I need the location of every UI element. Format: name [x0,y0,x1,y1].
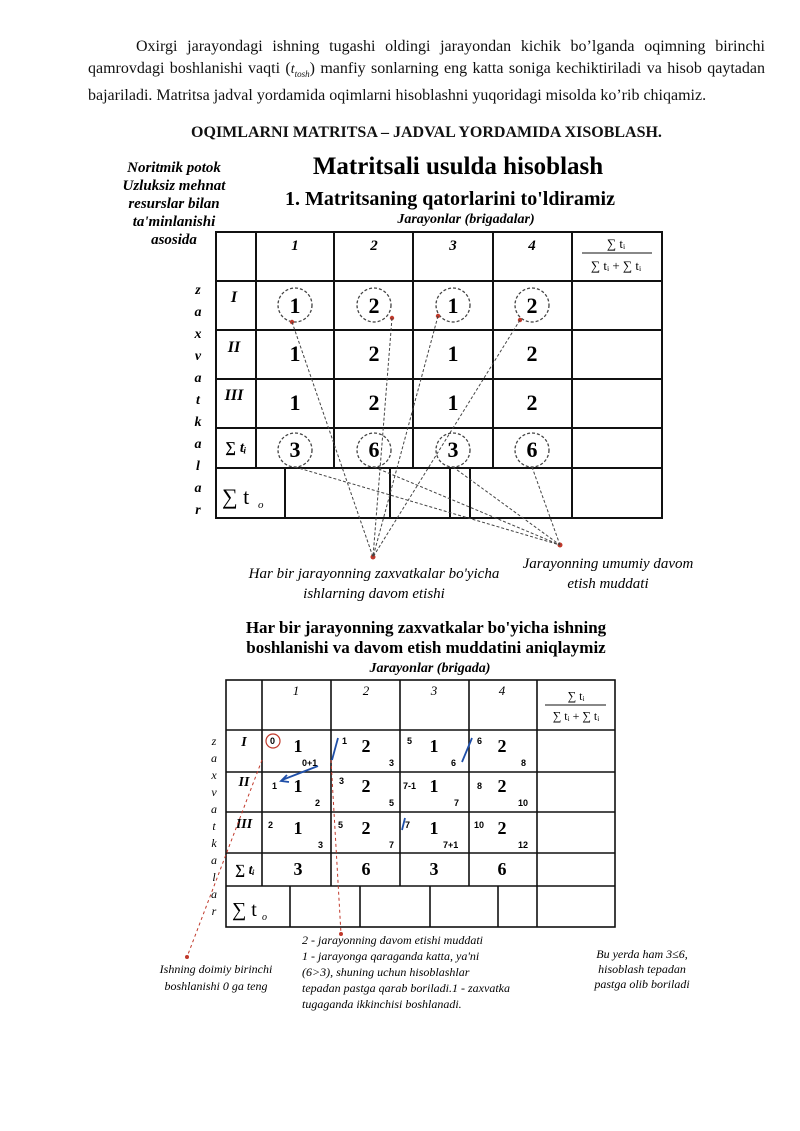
fig1-side-note [123,160,227,248]
vertical-letter: x [211,768,217,782]
cell-value: 2 [361,776,371,796]
cell-value: 1 [447,341,459,366]
fig2-ratio [545,689,606,723]
note-bottom-left-line: Ishning doimiy birinchi [159,962,273,976]
end-value: 5 [389,798,395,808]
vertical-letter: a [194,371,202,386]
end-value: 3 [389,758,395,768]
note-bottom-right-line: pastga olib boriladi [594,977,690,991]
col-number: 1 [291,238,299,254]
start-value: 3 [339,776,345,786]
note-bottom-mid-line: tepadan pastga qarab boriladi.1 - zaxvatka [302,981,510,995]
sum-to-subscript: o [258,499,264,511]
note-right-line: etish muddati [567,576,649,592]
col-number: 4 [498,683,506,698]
cell-value: 1 [429,776,439,796]
cell-value: 1 [289,293,301,318]
side-note-line: resurslar bilan [128,196,220,212]
vertical-letter: z [211,734,217,748]
cell-value: 2 [361,736,371,756]
sum-value: 3 [289,437,301,462]
cell-value: 2 [497,736,507,756]
note-bottom-mid-line: tugaganda ikkinchisi boshlanadi. [302,997,462,1011]
cell-value: 1 [429,736,439,756]
sum-to-symbol: ∑ t [222,484,250,509]
figure-2 [159,618,690,1011]
cell-value: 2 [526,390,538,415]
note-right-line: Jarayonning umumiy davom [522,556,694,572]
sum-ti-label: ∑ tᵢ [235,863,255,878]
sum-value: 6 [361,859,371,879]
end-value: 7 [454,798,460,808]
sum-value: 3 [447,437,459,462]
vertical-letter: t [196,393,200,408]
fig2-sum-to-label [232,899,267,923]
vertical-letter: a [194,481,202,496]
start-value: 5 [338,820,344,830]
row-label: II [238,775,250,790]
ratio-numerator: ∑ tᵢ [567,689,585,703]
vertical-letter: k [194,415,202,430]
cell-value: 2 [368,341,380,366]
vertical-letter: v [194,349,202,364]
sum-ti-label: ∑ tᵢ [225,440,247,456]
vertical-letter: z [195,283,201,298]
cell-value: 1 [447,390,459,415]
row-label: III [224,387,244,404]
vertical-letter: r [211,904,217,918]
end-value: 12 [518,840,529,850]
end-value: 3 [318,840,324,850]
note-left-line: Har bir jarayonning zaxvatkalar bo'yicha [248,566,500,582]
end-value: 7 [389,840,395,850]
note-bottom-left-line: boshlanishi 0 ga teng [164,979,268,993]
fig1-row-labels [224,289,247,456]
start-value: 1 [272,781,278,791]
figure-1 [123,153,694,602]
vertical-letter: l [196,459,200,474]
sum-value: 6 [497,859,507,879]
fig2-title-line: Har bir jarayonning zaxvatkalar bo'yicha ishning [245,618,607,637]
row-label: III [235,817,253,832]
fig1-title: Matritsali usulda hisoblash [312,153,604,180]
sum-value: 6 [368,437,380,462]
ratio-numerator: ∑ tᵢ [606,236,626,251]
note-left-line: ishlarning davom etishi [303,586,445,602]
vertical-letter: a [211,802,217,816]
fig1-pointer-lines [289,316,560,557]
note-bottom-mid-line: 2 - jarayonning davom etishi muddati [302,933,483,947]
cell-value: 2 [526,341,538,366]
ratio-denominator: ∑ tᵢ + ∑ tᵢ [590,258,642,273]
end-value: 2 [315,798,321,808]
note-bottom-right-line: hisoblash tepadan [598,962,686,976]
fig2-vertical-label [210,734,217,918]
start-value: 10 [474,820,485,830]
note-bottom-right-line: Bu yerda ham 3≤6, [596,947,688,961]
sum-to-subscript: o [262,912,267,923]
sum-value: 3 [429,859,439,879]
col-number: 4 [528,238,536,254]
ratio-denominator: ∑ tᵢ + ∑ tᵢ [552,709,600,723]
cell-value: 1 [289,341,301,366]
vertical-letter: x [194,327,202,342]
col-number: 2 [362,683,370,698]
vertical-letter: a [211,887,217,901]
end-value: 0+1 [302,758,318,768]
t-subscript: tosh [294,68,310,79]
vertical-letter: a [211,751,217,765]
cell-value: 1 [293,776,303,796]
col-number: 1 [292,683,300,698]
intro-text-part2: ) manfiy sonlarning eng katta soniga kechiktiriladi va hisob qaytadan bajariladi. Matritsa jadval yordamida oqimlarni hisoblashni yuqoridagi misolda ko’rib chiqamiz. [88,60,765,104]
vertical-letter: r [195,503,201,518]
cell-value: 1 [293,818,303,838]
start-value: 6 [477,736,483,746]
row-label: II [227,339,241,356]
vertical-letter: a [194,305,202,320]
t-symbol: t [290,62,295,77]
sum-value: 6 [526,437,538,462]
cell-value: 2 [526,293,538,318]
cell-value: 1 [293,736,303,756]
fig2-notes [159,933,690,1011]
start-value: 1 [342,736,348,746]
fig1-subtitle: 1. Matritsaning qatorlarini to'ldiramiz [285,188,615,210]
start-value: 2 [268,820,274,830]
fig1-notes [248,556,694,602]
end-value: 8 [521,758,527,768]
vertical-letter: a [211,853,217,867]
end-value: 10 [518,798,529,808]
side-note-line: Uzluksiz mehnat [122,178,226,194]
vertical-letter: k [211,836,217,850]
col-number: 3 [449,238,457,254]
start-value: 7-1 [403,781,417,791]
cell-value: 2 [361,818,371,838]
cell-value: 2 [497,776,507,796]
fig2-title-line: boshlanishi va davom etish muddatini aniqlaymiz [246,638,606,657]
cell-value: 1 [429,818,439,838]
end-value: 6 [451,758,457,768]
fig1-red-dots [290,314,563,560]
intro-text-part1: Oxirgi jarayondagi ishning tugashi oldingi jarayondan kichik bo’lganda oqimning birinchi qamrovdagi boshlanishi vaqti ( [88,38,765,77]
col-number: 2 [370,238,378,254]
side-note-line: ta'minlanishi [132,214,216,230]
row-label: I [230,289,238,306]
cell-value: 2 [497,818,507,838]
fig2-row-labels [235,735,255,878]
cell-value: 2 [368,293,380,318]
row-label: I [241,735,247,750]
vertical-letter: l [212,870,216,884]
start-value: 0 [270,736,276,746]
side-note-line: Noritmik potok [127,160,221,176]
fig1-ratio [582,236,652,273]
note-bottom-mid-line: (6>3), shuning uchun hisoblashlar [302,965,470,979]
fig1-grid [216,232,662,518]
start-value: 8 [477,781,483,791]
cell-value: 2 [368,390,380,415]
note-bottom-mid-line: 1 - jarayonga qaraganda katta, ya'ni [302,949,480,963]
vertical-letter: a [194,437,202,452]
fig2-arrows [281,738,472,830]
end-value: 7+1 [443,840,459,850]
vertical-letter: v [211,785,217,799]
section-heading: OQIMLARNI MATRITSA – JADVAL YORDAMIDA XISOBLASH. [191,124,662,141]
start-value: 7 [405,820,411,830]
fig2-col-header-label: Jarayonlar (brigada) [369,661,491,676]
fig1-col-header-label: Jarayonlar (brigadalar) [397,212,535,227]
start-value: 5 [407,736,413,746]
cell-value: 1 [447,293,459,318]
sum-value: 3 [293,859,303,879]
fig1-sum-to-label [222,484,264,511]
sum-to-symbol: ∑ t [232,899,257,921]
cell-value: 1 [289,390,301,415]
vertical-letter: t [212,819,216,833]
fig1-vertical-label [194,283,202,518]
col-number: 3 [430,683,438,698]
side-note-line: asosida [151,232,197,248]
